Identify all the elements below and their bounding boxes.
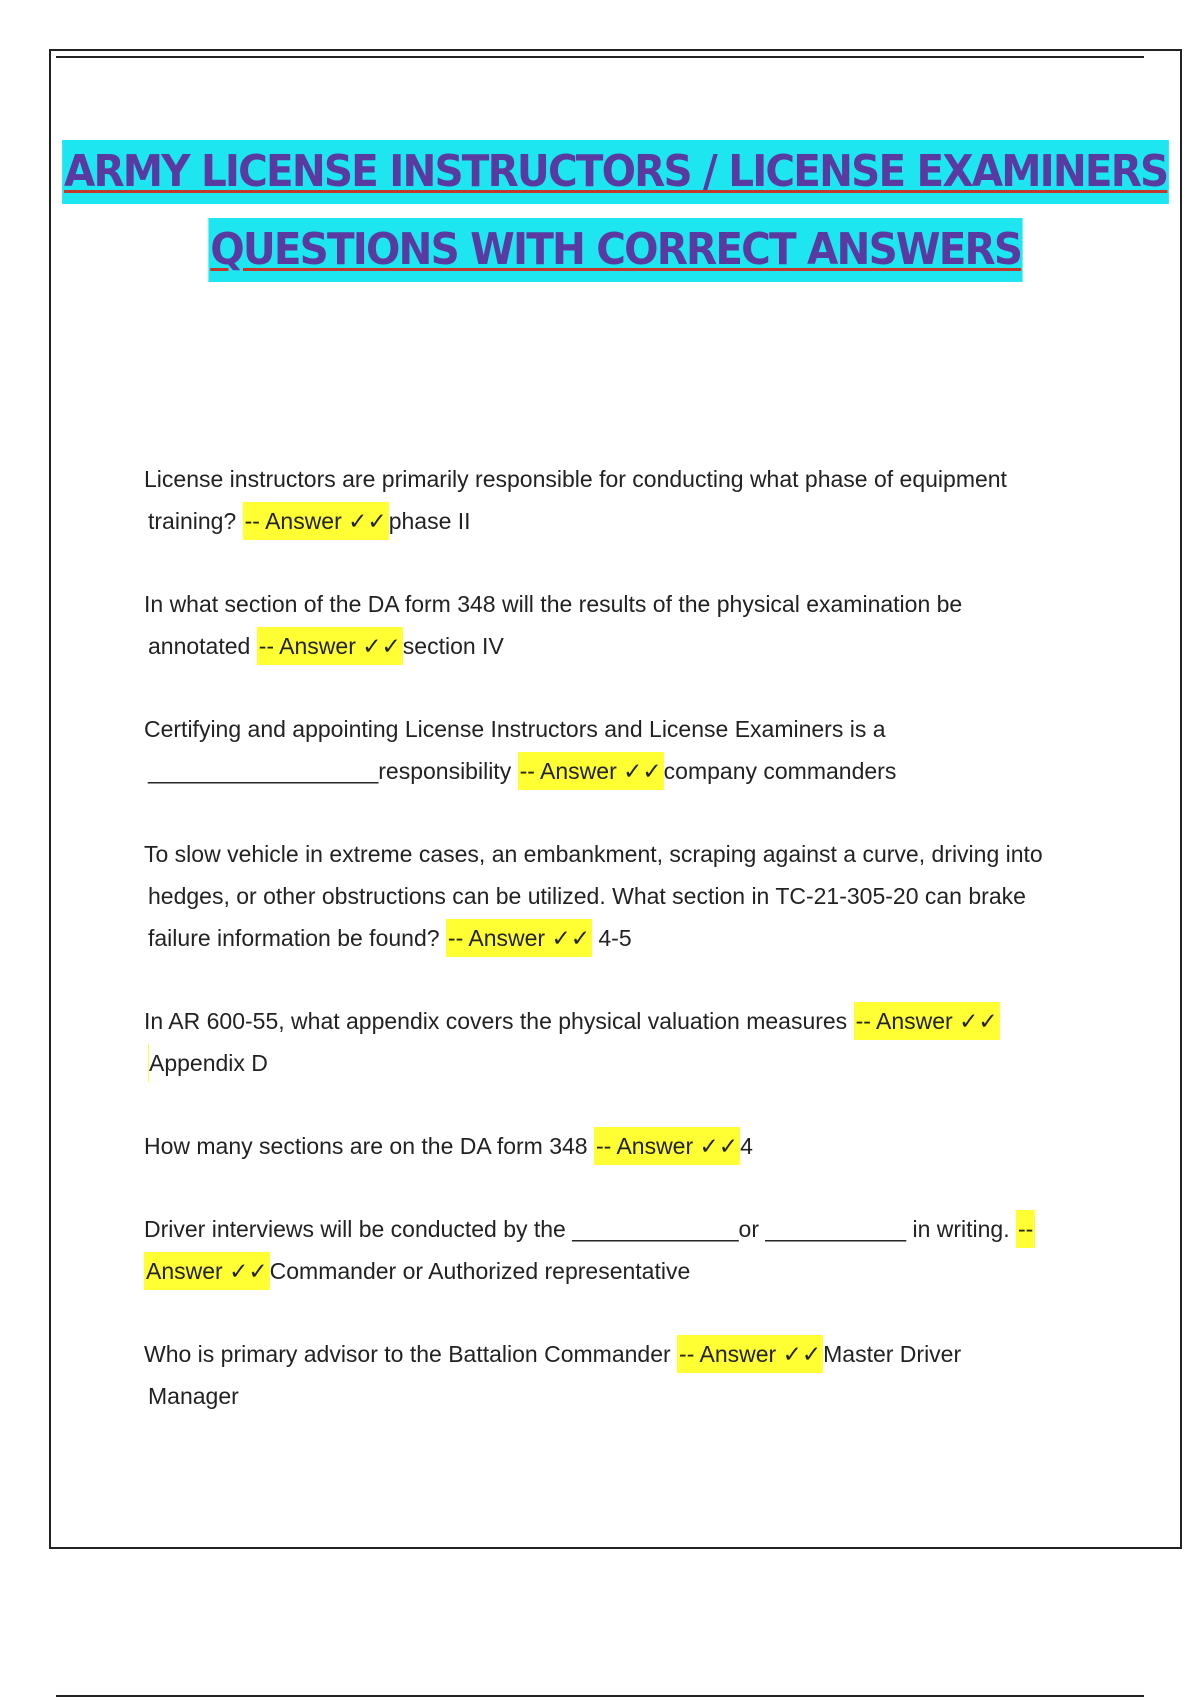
top-rule [56, 56, 1144, 58]
answer-text: company commanders [663, 758, 897, 784]
question-text: License instructors are primarily responsible for conducting what phase of equipment [144, 466, 1007, 492]
answer-text: section IV [402, 633, 504, 659]
answer-text: phase II [388, 508, 471, 534]
question-text: In what section of the DA form 348 will the results of the physical examination be [144, 591, 963, 617]
qa-item [144, 708, 1094, 792]
answer-text: 4-5 [598, 925, 632, 951]
qa-item [144, 833, 1094, 959]
answer-marker: Answer ✓✓ [144, 1252, 270, 1290]
question-text: training? [148, 508, 237, 534]
bottom-rule [56, 1695, 1144, 1697]
answer-marker: -- Answer ✓✓ [518, 752, 664, 790]
question-text: To slow vehicle in extreme cases, an embankment, scraping against a curve, driving into [144, 841, 1043, 867]
answer-marker: -- Answer ✓✓ [854, 1002, 1000, 1040]
document-title [0, 140, 1200, 282]
answer-text: Master Driver [823, 1341, 962, 1367]
question-text: How many sections are on the DA form 348 [144, 1133, 588, 1159]
qa-item [144, 1000, 1094, 1084]
question-text: Who is primary advisor to the Battalion Commander [144, 1341, 671, 1367]
answer-marker: -- [1016, 1210, 1035, 1248]
question-text: hedges, or other obstructions can be utilized. What section in TC-21-305-20 can brake [148, 883, 1026, 909]
question-text: In AR 600-55, what appendix covers the physical valuation measures [144, 1008, 848, 1034]
qa-list [144, 458, 1094, 1458]
answer-text: Commander or Authorized representative [269, 1258, 691, 1284]
title-line-1: ARMY LICENSE INSTRUCTORS / LICENSE EXAMINERS [62, 140, 1169, 204]
qa-item [144, 458, 1094, 542]
answer-marker: -- Answer ✓✓ [446, 919, 592, 957]
title-line-2: QUESTIONS WITH CORRECT ANSWERS [209, 218, 1024, 282]
answer-text: Manager [148, 1383, 239, 1409]
question-text: Driver interviews will be conducted by the _____________or ___________ in writing. [144, 1216, 1010, 1242]
question-text: __________________responsibility [148, 758, 512, 784]
answer-text: Appendix D [149, 1050, 268, 1076]
answer-text: 4 [740, 1133, 753, 1159]
qa-item [144, 1208, 1094, 1292]
qa-item [144, 583, 1094, 667]
qa-item [144, 1333, 1094, 1417]
question-text: failure information be found? [148, 925, 440, 951]
answer-marker: -- Answer ✓✓ [677, 1335, 823, 1373]
answer-marker: -- Answer ✓✓ [594, 1127, 740, 1165]
question-text: Certifying and appointing License Instructors and License Examiners is a [144, 716, 886, 742]
qa-item [144, 1125, 1094, 1167]
question-text: annotated [148, 633, 251, 659]
answer-marker: -- Answer ✓✓ [257, 627, 403, 665]
answer-marker: -- Answer ✓✓ [243, 502, 389, 540]
